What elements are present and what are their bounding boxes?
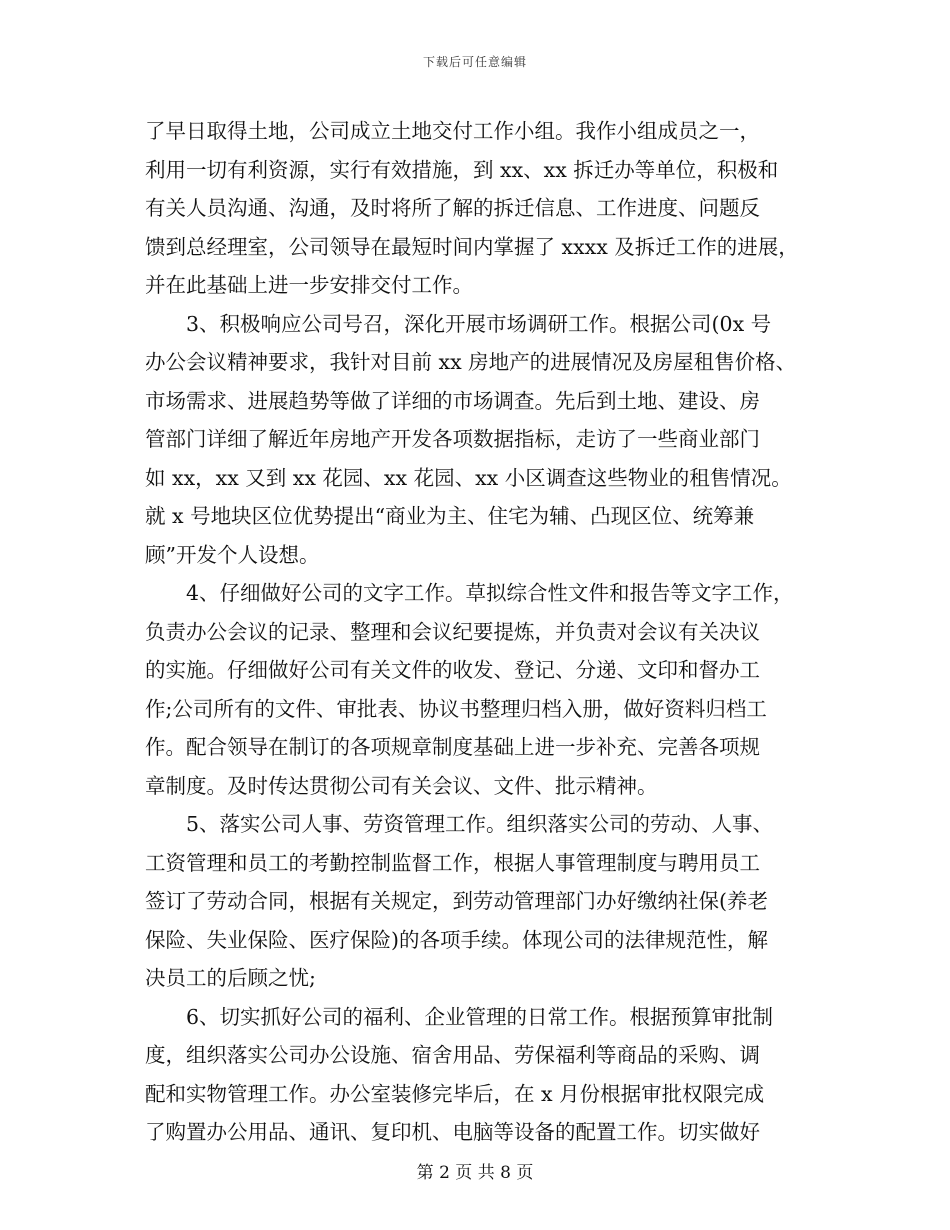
text-line: 5、落实公司人事、劳资管理工作。组织落实公司的劳动、人事、 [186,812,774,836]
text-line: 有关人员沟通、沟通，及时将所了解的拆迁信息、工作进度、问题反 [145,196,760,220]
text-line: 度，组织落实公司办公设施、宿舍用品、劳保福利等商品的采购、调 [145,1043,760,1067]
text-line: 章制度。及时传达贯彻公司有关会议、文件、批示精神。 [145,773,658,798]
page-header: 下载后可任意编辑 [422,55,527,69]
text-line: 作;公司所有的文件、审批表、协议书整理归档入册，做好资料归档工 [145,696,767,721]
text-line: 管部门详细了解近年房地产开发各项数据指标，走访了一些商业部门 [145,427,760,451]
text-line: 市场需求、进展趋势等做了详细的市场调查。先后到土地、建设、房 [145,388,760,413]
text-line: 了早日取得土地，公司成立土地交付工作小组。我作小组成员之一， [145,119,760,143]
text-line: 决员工的后顾之忧; [145,966,316,990]
text-line: 如 xx，xx 又到 xx 花园、xx 花园、xx 小区调查这些物业的租售情况。 [145,465,792,490]
text-line: 作。配合领导在制订的各项规章制度基础上进一步补充、完善各项规 [145,735,760,759]
text-line: 4、仔细做好公司的文字工作。草拟综合性文件和报告等文字工作， [186,581,794,605]
text-line: 签订了劳动合同，根据有关规定，到劳动管理部门办好缴纳社保(养老 [145,889,768,913]
text-line: 馈到总经理室，公司领导在最短时间内掌握了 xxxx 及拆迁工作的进展， [145,234,799,259]
page-footer: 第 2 页 共 8 页 [416,1163,534,1183]
text-line: 利用一切有利资源，实行有效措施，到 xx、xx 拆迁办等单位，积极和 [145,157,779,182]
text-line: 保险、失业保险、医疗保险)的各项手续。体现公司的法律规范性，解 [145,927,768,952]
text-line: 了购置办公用品、通讯、复印机、电脑等设备的配置工作。切实做好 [145,1120,760,1144]
text-line: 办公会议精神要求，我针对目前 xx 房地产的进展情况及房屋租售价格、 [145,350,797,374]
text-line: 负责办公会议的记录、整理和会议纪要提炼，并负责对会议有关决议 [145,619,760,644]
text-line: 配和实物管理工作。办公室装修完毕后，在 x 月份根据审批权限完成 [145,1081,765,1106]
text-line: 就 x 号地块区位优势提出“商业为主、住宅为辅、凸现区位、统筹兼 [145,504,755,528]
text-line: 并在此基础上进一步安排交付工作。 [145,273,473,297]
text-line: 工资管理和员工的考勤控制监督工作，根据人事管理制度与聘用员工 [145,850,760,875]
text-line: 的实施。仔细做好公司有关文件的收发、登记、分递、文印和督办工 [145,658,760,682]
text-line: 3、积极响应公司号召，深化开展市场调研工作。根据公司(0x 号 [186,311,772,336]
text-line: 6、切实抓好公司的福利、企业管理的日常工作。根据预算审批制 [186,1004,774,1029]
document-body [145,112,810,1152]
text-line: 顾”开发个人设想。 [145,542,320,567]
